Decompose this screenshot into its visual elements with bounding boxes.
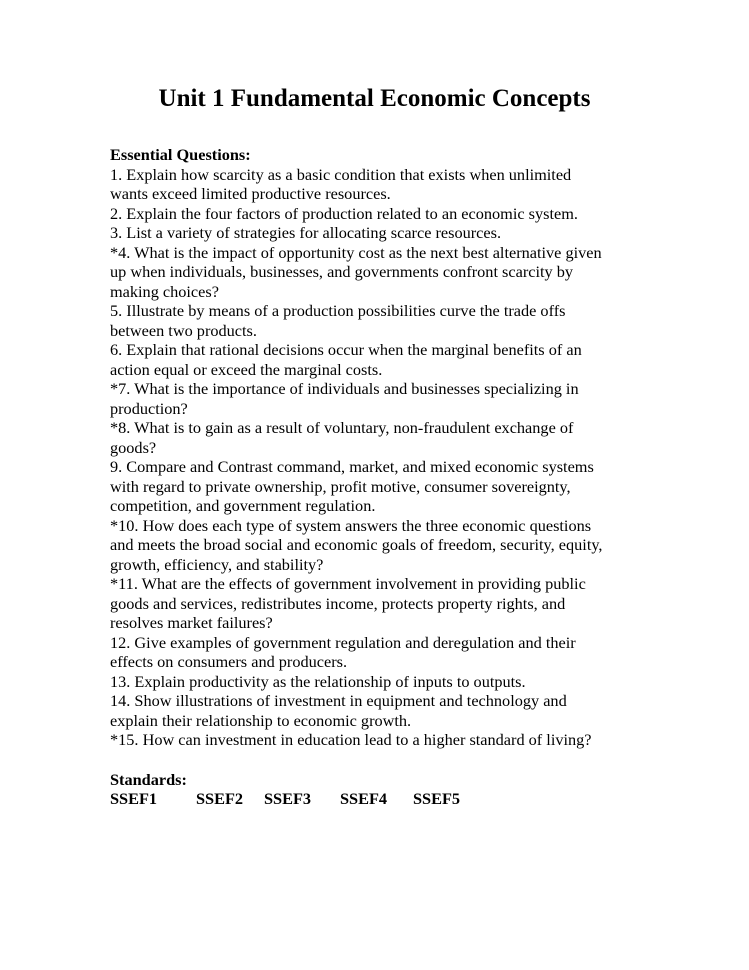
question-line: goods? — [110, 437, 157, 457]
question-line: effects on consumers and producers. — [110, 652, 348, 672]
question-item — [110, 243, 603, 302]
question-item — [110, 457, 603, 516]
question-line: *7. What is the importance of individuals and businesses specializing in — [110, 379, 579, 399]
standard-code: SSEF5 — [413, 789, 461, 809]
question-line: and meets the broad social and economic goals of freedom, security, equity, — [110, 535, 603, 555]
question-item — [110, 223, 603, 243]
page-title: Unit 1 Fundamental Economic Concepts — [158, 85, 591, 112]
question-item — [110, 730, 603, 750]
question-line: growth, efficiency, and stability? — [110, 554, 324, 574]
question-line: action equal or exceed the marginal costs. — [110, 359, 383, 379]
question-line: between two products. — [110, 320, 257, 340]
spacer — [110, 750, 603, 770]
essential-questions-heading: Essential Questions: — [110, 145, 251, 164]
standard-code: SSEF4 — [340, 789, 388, 809]
question-item — [110, 340, 603, 379]
question-line: goods and services, redistributes income, protects property rights, and — [110, 593, 566, 613]
question-item — [110, 165, 603, 204]
question-item — [110, 691, 603, 730]
standards-list — [110, 789, 603, 809]
question-line: production? — [110, 398, 188, 418]
question-item — [110, 379, 603, 418]
question-line: 9. Compare and Contrast command, market, and mixed economic systems — [110, 457, 594, 477]
question-item — [110, 301, 603, 340]
document-body — [110, 145, 603, 809]
question-line: up when individuals, businesses, and governments confront scarcity by — [110, 262, 574, 282]
question-line: 1. Explain how scarcity as a basic condition that exists when unlimited — [110, 164, 572, 184]
question-line: *11. What are the effects of government involvement in providing public — [110, 574, 586, 594]
question-line: explain their relationship to economic growth. — [110, 710, 412, 730]
question-line: 2. Explain the four factors of production related to an economic system. — [110, 203, 578, 223]
question-line: *15. How can investment in education lead to a higher standard of living? — [110, 730, 592, 750]
question-line: 6. Explain that rational decisions occur when the marginal benefits of an — [110, 340, 582, 360]
question-line: *8. What is to gain as a result of voluntary, non-fraudulent exchange of — [110, 418, 574, 438]
question-line: competition, and government regulation. — [110, 496, 376, 516]
standard-code: SSEF2 — [196, 789, 244, 809]
question-item — [110, 418, 603, 457]
question-item — [110, 633, 603, 672]
standard-code: SSEF3 — [264, 789, 312, 809]
question-line: 5. Illustrate by means of a production possibilities curve the trade offs — [110, 301, 566, 321]
question-line: *4. What is the impact of opportunity cost as the next best alternative given — [110, 242, 602, 262]
question-line: making choices? — [110, 281, 219, 301]
question-line: 14. Show illustrations of investment in equipment and technology and — [110, 691, 567, 711]
standard-code: SSEF1 — [110, 789, 158, 809]
question-line: resolves market failures? — [110, 613, 273, 633]
standards-heading: Standards: — [110, 769, 187, 789]
question-line: with regard to private ownership, profit motive, consumer sovereignty, — [110, 476, 571, 496]
question-item — [110, 204, 603, 224]
question-line: 13. Explain productivity as the relationship of inputs to outputs. — [110, 671, 526, 691]
question-line: 12. Give examples of government regulation and deregulation and their — [110, 632, 576, 652]
question-line: 3. List a variety of strategies for allocating scarce resources. — [110, 223, 502, 243]
question-line: wants exceed limited productive resources. — [110, 184, 391, 204]
question-line: *10. How does each type of system answers the three economic questions — [110, 515, 592, 535]
question-item — [110, 516, 603, 575]
question-list — [110, 165, 603, 750]
question-item — [110, 574, 603, 633]
question-item — [110, 672, 603, 692]
